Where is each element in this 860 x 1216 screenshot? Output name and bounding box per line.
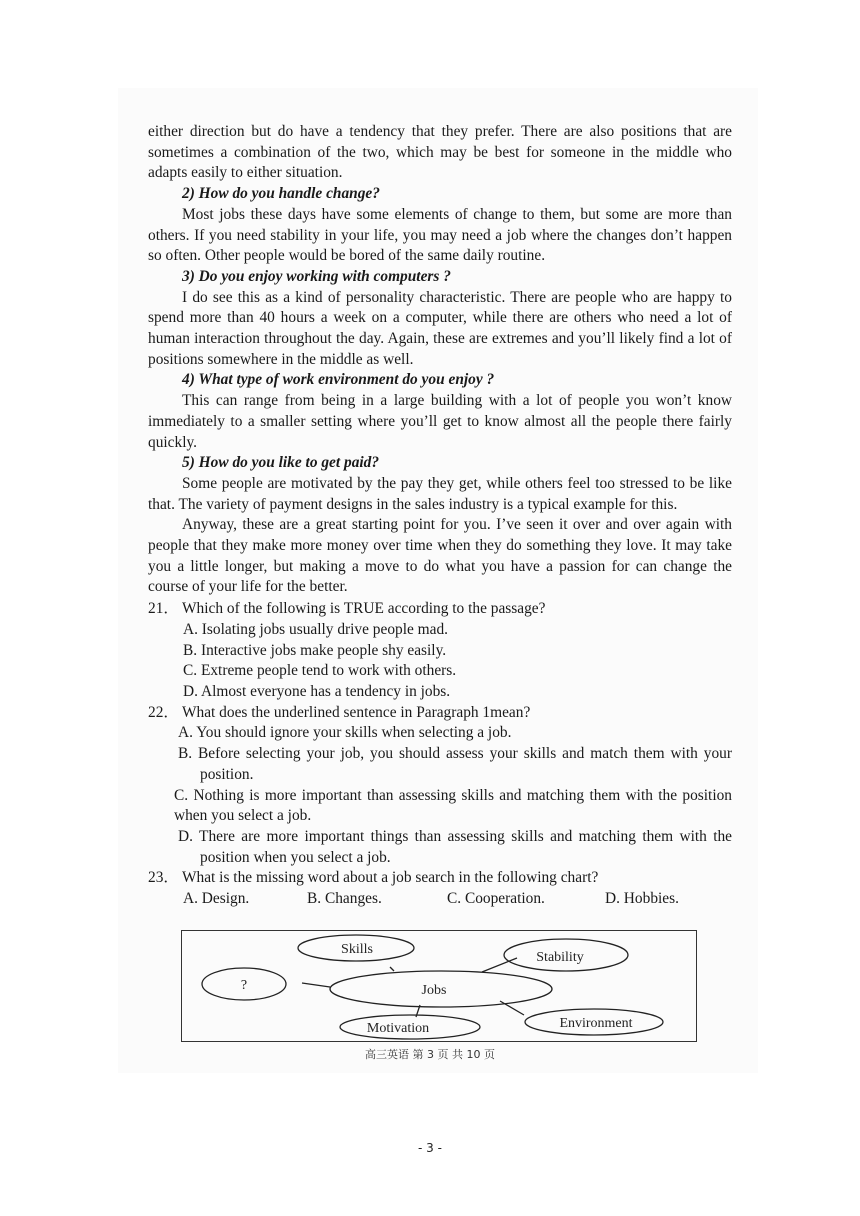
question-stem: What is the missing word about a job search in the following chart? (182, 869, 599, 887)
reading-passage (148, 122, 732, 910)
node-label-environment: Environment (559, 1016, 633, 1031)
heading-computers: 3) Do you enjoy working with computers ? (182, 267, 451, 285)
option-c[interactable]: C. Cooperation. (447, 890, 545, 908)
question-stem: What does the underlined sentence in Paragraph 1mean? (182, 703, 531, 721)
option-c[interactable]: C. Extreme people tend to work with others. (183, 662, 457, 680)
option-d[interactable]: D. Hobbies. (605, 890, 679, 908)
option-d[interactable]: D. There are more important things than assessing skills and matching them with the position when you select a job. (178, 827, 732, 866)
question-number: 22． (148, 703, 179, 721)
connector-stability (482, 958, 517, 972)
question-23 (148, 868, 732, 909)
option-a[interactable]: A. Isolating jobs usually drive people mad. (183, 620, 449, 638)
node-label-stability: Stability (536, 950, 584, 965)
question-number: 21． (148, 600, 179, 618)
paragraph-paid: Some people are motivated by the pay they get, while others feel too stressed to be like that. The variety of payment designs in the sales industry is a typical example for this. (148, 474, 732, 513)
question-21 (148, 599, 732, 703)
option-b[interactable]: B. Interactive jobs make people shy easily. (183, 641, 447, 659)
node-label-motivation: Motivation (366, 1021, 430, 1036)
node-label-skills: Skills (341, 942, 373, 957)
option-b[interactable]: B. Before selecting your job, you should assess your skills and match them with your position. (178, 745, 732, 783)
page-footer: 高三英语 第 3 页 共 10 页 (365, 1048, 495, 1061)
paragraph-computers: I do see this as a kind of personality characteristic. There are people who are happy to spend more than 40 hours a week on a computer, while there are others who need a lot of human interaction throughout the day. Again, these are extremes and you’ll likely find a lot of positions somewhere in the middle as well. (148, 288, 732, 368)
paragraph-conclusion: Anyway, these are a great starting point for you. I’ve seen it over and over again with people that they make more money over time when they do something they love. It may take you a little longer, but making a move to do what you have a passion for can change the course of your life for the better. (148, 516, 732, 596)
paragraph-environment: This can range from being in a large building with a lot of people you won’t know immediately to a smaller setting where you’ll get to know almost all the people there fairly quickly. (148, 392, 732, 451)
job-search-chart (181, 930, 697, 1042)
option-d[interactable]: D. Almost everyone has a tendency in jobs. (183, 682, 451, 700)
question-stem: Which of the following is TRUE according to the passage? (182, 600, 546, 618)
option-c[interactable]: C. Nothing is more important than assessing skills and matching them with the position when you select a job. (174, 786, 732, 825)
option-a[interactable]: A. You should ignore your skills when selecting a job. (178, 724, 512, 742)
node-label-question: ? (240, 978, 248, 993)
paragraph-change: Most jobs these days have some elements of change to them, but some are more than others. If you need stability in your life, you may need a job where the changes don’t happen so often. Other people would be bored of the same daily routine. (148, 205, 732, 265)
mind-map-diagram (182, 931, 698, 1043)
question-number: 23． (148, 869, 179, 887)
heading-paid: 5) How do you like to get paid? (182, 454, 380, 472)
connector-question (302, 983, 330, 987)
option-a[interactable]: A. Design. (183, 890, 250, 908)
heading-environment: 4) What type of work environment do you enjoy ? (182, 371, 495, 389)
connector-skills (390, 967, 394, 971)
heading-handle-change: 2) How do you handle change? (182, 185, 380, 203)
page-number: - 3 - (418, 1141, 442, 1155)
question-22 (148, 703, 732, 869)
paragraph-continued: either direction but do have a tendency that they prefer. There are also positions that are sometimes a combination of the two, which may be best for someone in the middle who adapts easily to either situation. (148, 123, 732, 182)
option-b[interactable]: B. Changes. (307, 890, 382, 908)
node-label-jobs: Jobs (421, 983, 447, 998)
